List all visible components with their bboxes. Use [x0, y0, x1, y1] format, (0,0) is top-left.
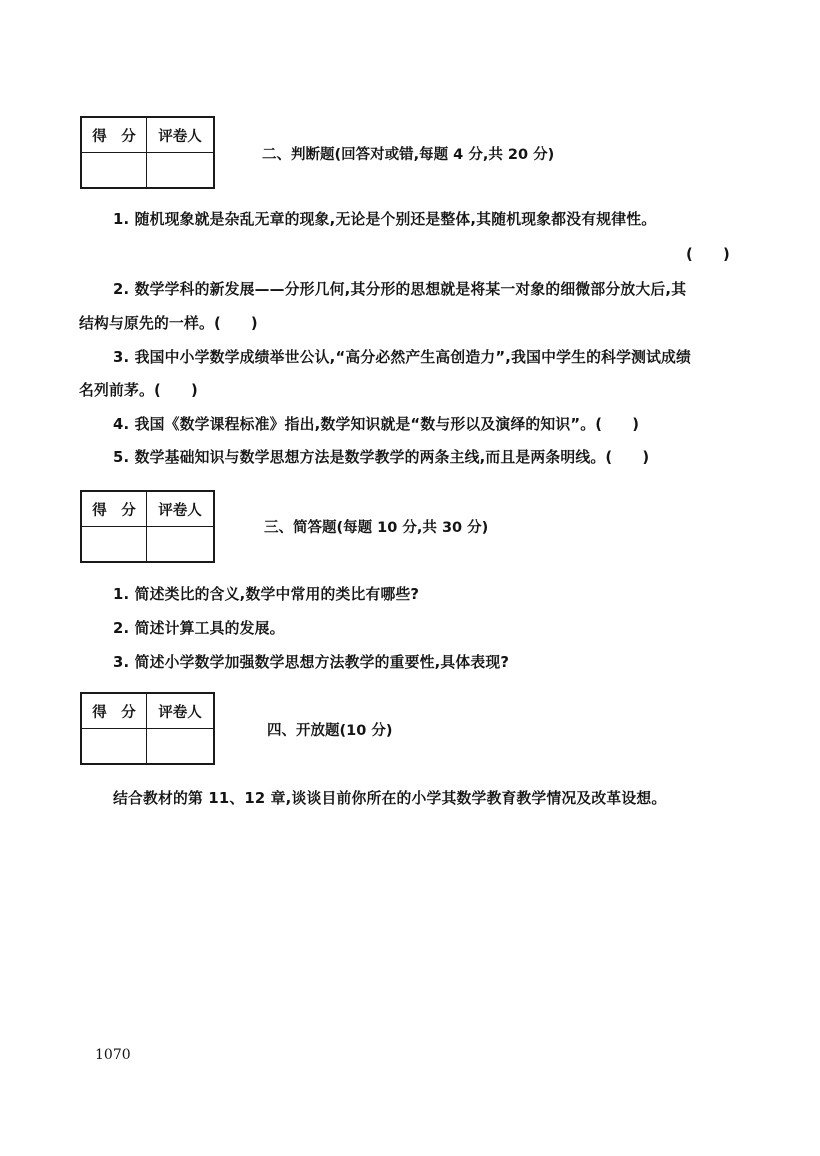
score-cell[interactable]: [81, 729, 147, 765]
question-3-3: 3. 简述小学数学加强数学思想方法教学的重要性,具体表现?: [113, 654, 510, 671]
open-question: 结合教材的第 11、12 章,谈谈目前你所在的小学其数学教育教学情况及改革设想。: [113, 790, 667, 807]
score-cell[interactable]: [81, 153, 147, 189]
score-box-section4: [80, 692, 215, 765]
score-label: 得 分: [81, 693, 147, 729]
section3-title: 三、简答题(每题 10 分,共 30 分): [264, 520, 489, 536]
question-2-2: 2. 数学学科的新发展——分形几何,其分形的思想就是将某一对象的细微部分放大后,其: [113, 281, 687, 298]
page-number: 1070: [95, 1047, 131, 1063]
grader-cell[interactable]: [147, 729, 215, 765]
grader-label: 评卷人: [147, 693, 215, 729]
grader-label: 评卷人: [147, 491, 215, 527]
section4-title: 四、开放题(10 分): [267, 723, 393, 739]
score-box-section3: [80, 490, 215, 563]
question-2-3: 3. 我国中小学数学成绩举世公认,“高分必然产生高创造力”,我国中学生的科学测试成绩: [113, 349, 692, 366]
question-3-1: 1. 简述类比的含义,数学中常用的类比有哪些?: [113, 586, 420, 603]
question-2-5: 5. 数学基础知识与数学思想方法是数学教学的两条主线,而且是两条明线。( ): [113, 449, 650, 466]
question-2-3-cont: 名列前茅。( ): [79, 382, 198, 399]
grader-cell[interactable]: [147, 527, 215, 563]
question-2-1-answer[interactable]: ( ): [686, 246, 730, 263]
score-label: 得 分: [81, 491, 147, 527]
section2-title: 二、判断题(回答对或错,每题 4 分,共 20 分): [262, 147, 555, 163]
grader-label: 评卷人: [147, 117, 215, 153]
score-box-section2: [80, 116, 215, 189]
question-2-1: 1. 随机现象就是杂乱无章的现象,无论是个别还是整体,其随机现象都没有规律性。: [113, 211, 657, 228]
grader-cell[interactable]: [147, 153, 215, 189]
question-2-4: 4. 我国《数学课程标准》指出,数学知识就是“数与形以及演绎的知识”。( ): [113, 416, 640, 433]
score-label: 得 分: [81, 117, 147, 153]
question-3-2: 2. 简述计算工具的发展。: [113, 620, 285, 637]
score-cell[interactable]: [81, 527, 147, 563]
question-2-2-cont: 结构与原先的一样。( ): [79, 315, 258, 332]
